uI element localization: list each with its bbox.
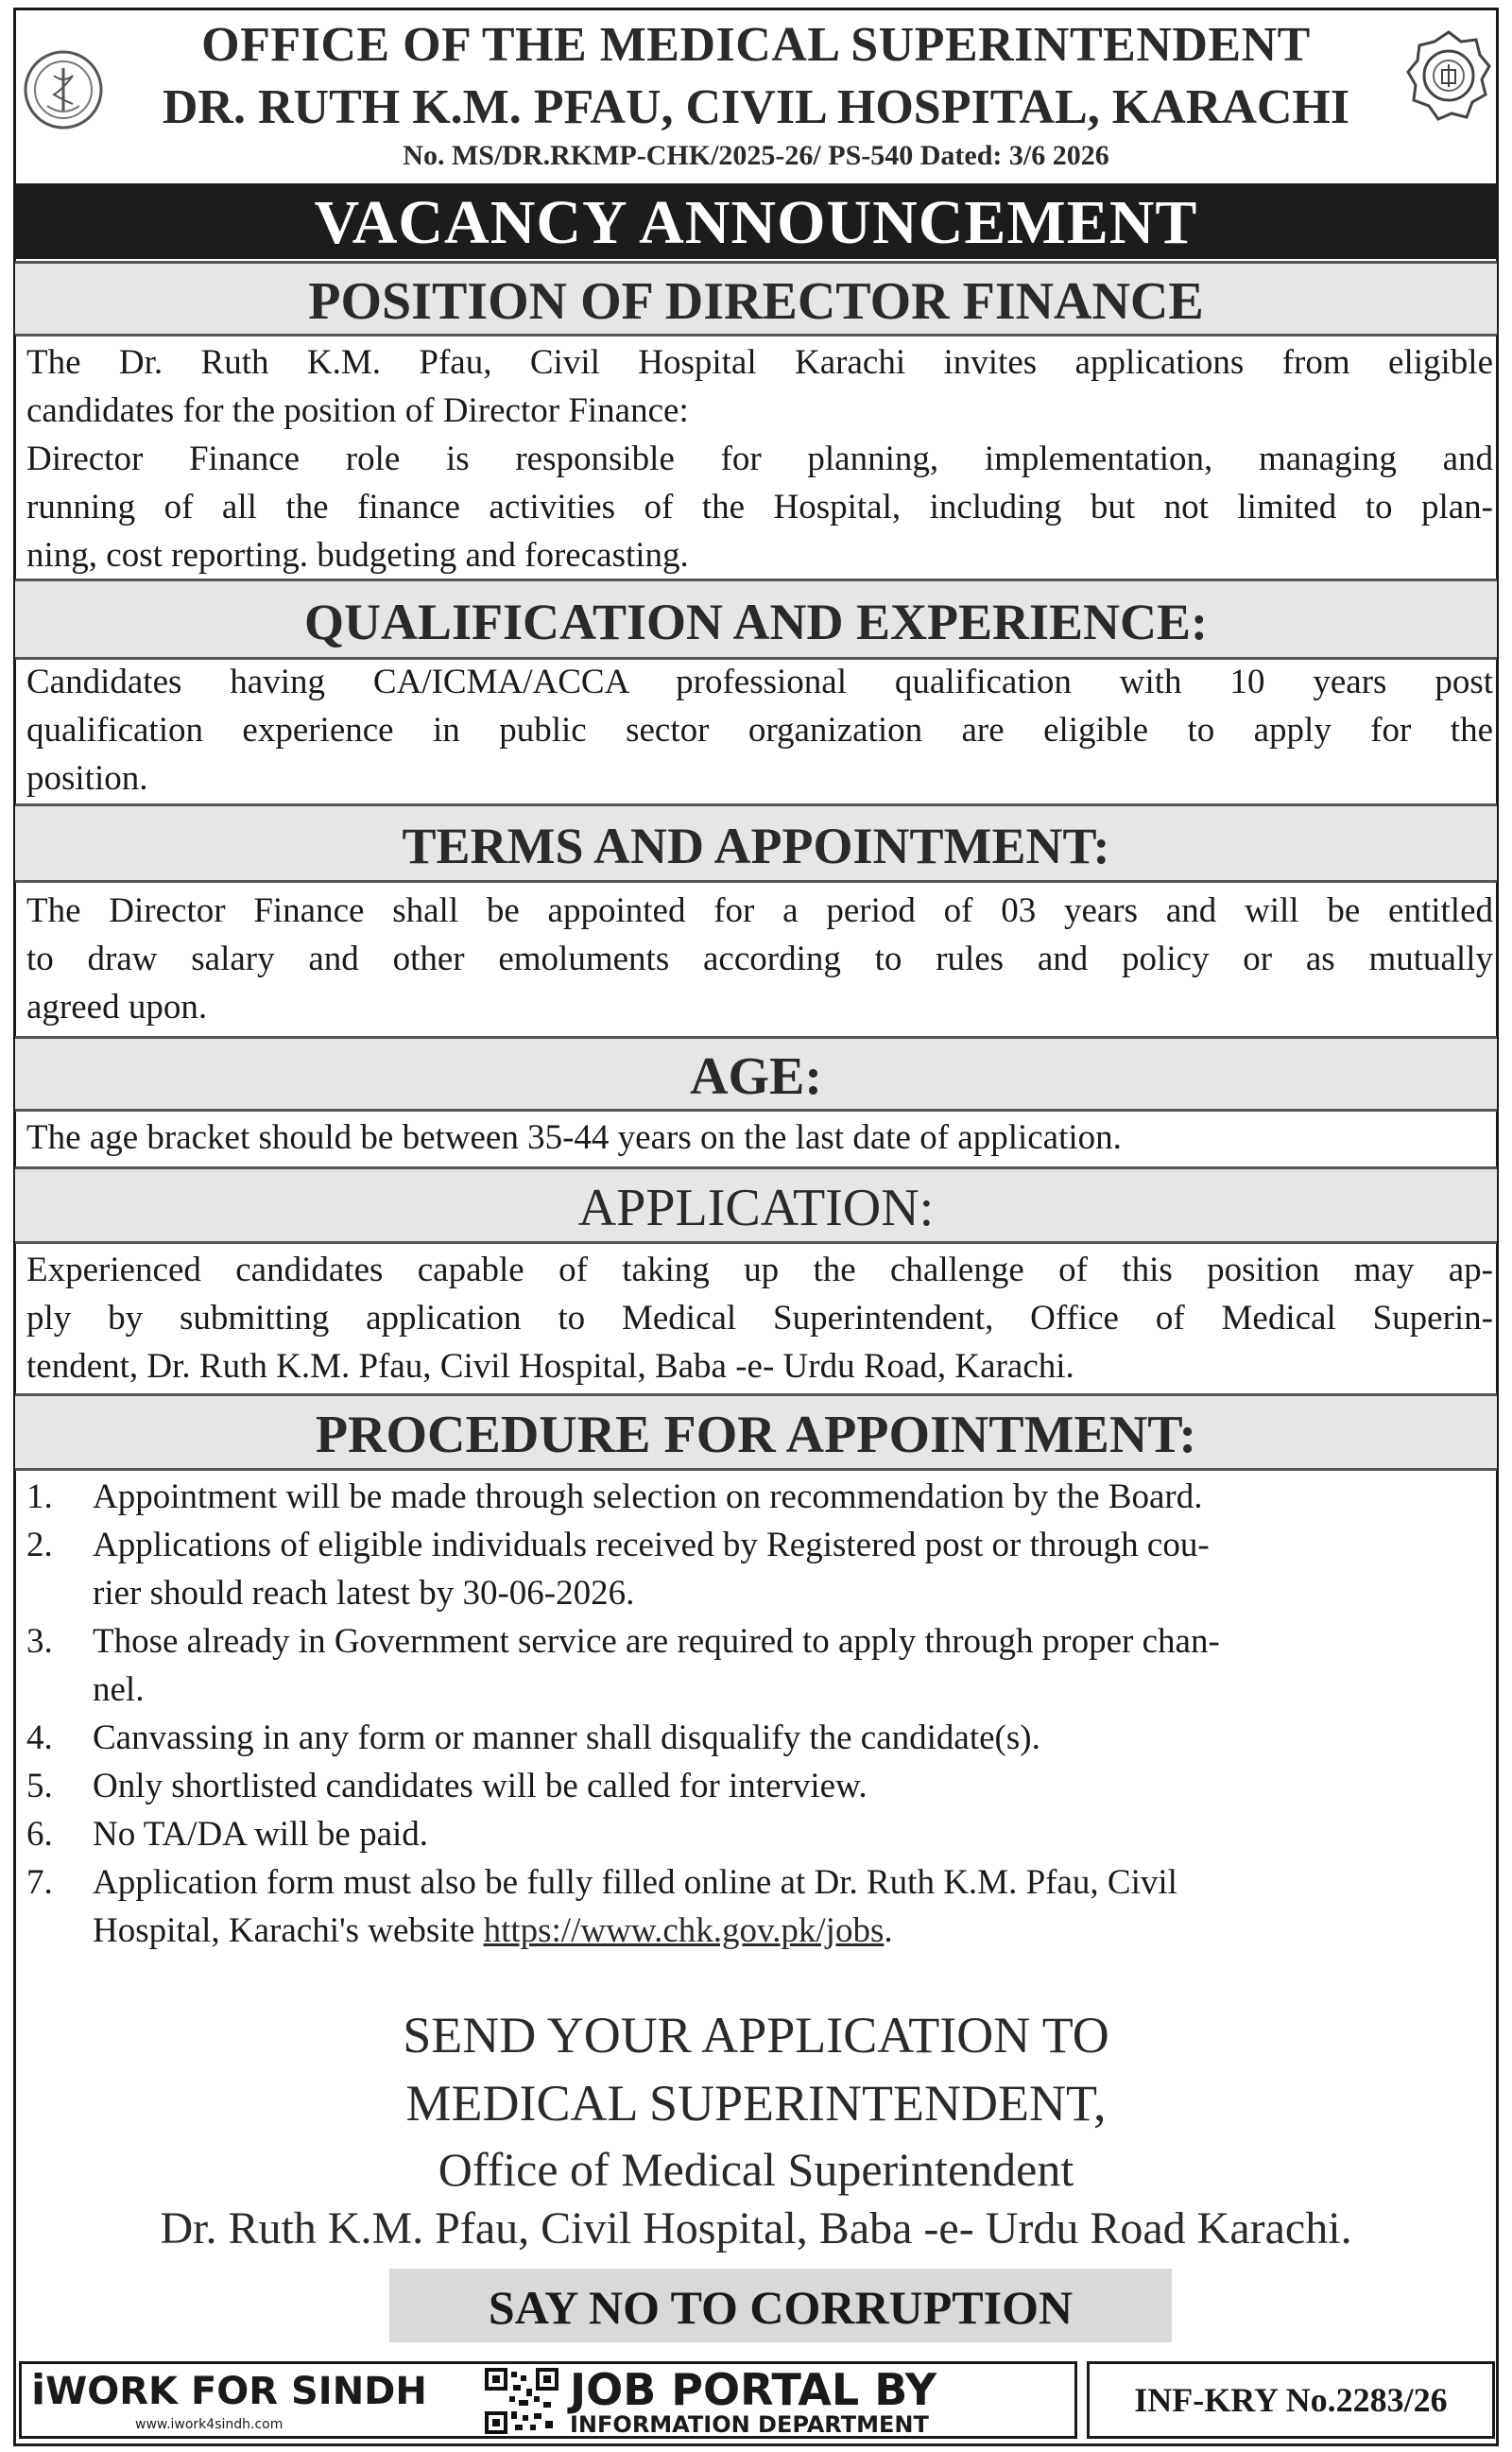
qualification-line: qualification experience in public sector organization are eligible to apply for the (26, 711, 1493, 750)
position-line: Director Finance role is responsible for planning, implementation, managing and (26, 440, 1493, 478)
send-office-line: Office of Medical Superintendent (438, 2143, 1074, 2196)
age-paragraph (26, 1114, 1493, 1162)
terms-heading: TERMS AND APPOINTMENT: (15, 803, 1497, 883)
position-line: running of all the finance activities of the Hospital, including but not limited to plan- (26, 488, 1493, 527)
application-line: Experienced candidates capable of taking up the challenge of this position may ap- (26, 1251, 1493, 1289)
terms-line: to draw salary and other emoluments according to rules and policy or as mutually (26, 940, 1493, 978)
anti-corruption-slogan: SAY NO TO CORRUPTION (389, 2269, 1172, 2342)
item-number: 2. (26, 1526, 53, 1564)
inf-reference-number: INF-KRY No.2283/26 (1087, 2361, 1495, 2439)
age-line: The age bracket should be between 35-44 years on the last date of application. (26, 1118, 1122, 1157)
office-title: OFFICE OF THE MEDICAL SUPERINTENDENT (201, 18, 1311, 72)
item-text: No TA/DA will be paid. (93, 1815, 429, 1854)
item-number: 4. (26, 1718, 53, 1757)
position-heading: POSITION OF DIRECTOR FINANCE (15, 261, 1497, 337)
application-line: ply by submitting application to Medical Superintendent, Office of Medical Superin- (26, 1299, 1493, 1338)
list-item (26, 1473, 1472, 1521)
item-text: Those already in Government service are required to apply through proper chan- (93, 1622, 1220, 1661)
procedure-heading: PROCEDURE FOR APPOINTMENT: (15, 1393, 1497, 1471)
job-portal-label: JOB PORTAL BY (570, 2364, 937, 2415)
send-recipient-line: MEDICAL SUPERINTENDENT, (405, 2075, 1107, 2132)
qualification-paragraph (26, 658, 1493, 803)
item-text: Applications of eligible individuals received by Registered post or through cou- (93, 1526, 1210, 1564)
iwork-for-sindh-logo: iWORK FOR SINDH (31, 2366, 427, 2414)
position-line: The Dr. Ruth K.M. Pfau, Civil Hospital Karachi invites applications from eligible (26, 343, 1493, 382)
position-line: candidates for the position of Director Finance: (26, 391, 689, 430)
application-paragraph (26, 1246, 1493, 1390)
list-item (26, 1858, 1472, 1955)
item-text: Appointment will be made through selection on recommendation by the Board. (93, 1477, 1203, 1516)
item-number: 5. (26, 1767, 53, 1805)
terms-line: The Director Finance shall be appointed for a period of 03 years and will be entitled (26, 891, 1493, 930)
list-item (26, 1521, 1472, 1617)
hospital-emblem-icon (21, 47, 106, 132)
position-paragraph (26, 338, 1493, 579)
vacancy-announcement-banner: VACANCY ANNOUNCEMENT (13, 183, 1499, 259)
item-number: 7. (26, 1863, 53, 1902)
item-text: Only shortlisted candidates will be called for interview. (93, 1767, 868, 1805)
send-address-line: Dr. Ruth K.M. Pfau, Civil Hospital, Baba -e- Urdu Road Karachi. (160, 2203, 1352, 2253)
procedure-list (26, 1473, 1472, 1955)
list-item (26, 1762, 1472, 1810)
information-department-label: INFORMATION DEPARTMENT (570, 2411, 929, 2438)
send-application-line: SEND YOUR APPLICATION TO (403, 2007, 1109, 2063)
jobs-website-link[interactable]: https://www.chk.gov.pk/jobs (483, 1911, 885, 1950)
hospital-title: DR. RUTH K.M. PFAU, CIVIL HOSPITAL, KARACHI (162, 80, 1350, 134)
item-text: Canvassing in any form or manner shall disqualify the candidate(s). (93, 1718, 1040, 1757)
list-item (26, 1810, 1472, 1858)
list-item (26, 1617, 1472, 1714)
job-portal-footer (19, 2361, 1077, 2439)
item-text: rier should reach latest by 30-06-2026. (93, 1574, 635, 1613)
qr-code-icon (485, 2368, 558, 2434)
iwork-url: www.iwork4sindh.com (135, 2417, 284, 2432)
item-text-end: . (884, 1911, 893, 1950)
item-number: 3. (26, 1622, 53, 1661)
reference-number: No. MS/DR.RKMP-CHK/2025-26/ PS-540 Dated: 3/6 2026 (403, 140, 1109, 171)
qualification-line: Candidates having CA/ICMA/ACCA professional qualification with 10 years post (26, 663, 1493, 701)
item-number: 6. (26, 1815, 53, 1854)
position-line: ning, cost reporting. budgeting and forecasting. (26, 536, 689, 575)
qualification-heading: QUALIFICATION AND EXPERIENCE: (15, 578, 1497, 660)
age-heading: AGE: (15, 1036, 1497, 1112)
iwork-text: WORK FOR SINDH (45, 2370, 427, 2413)
application-heading: APPLICATION: (15, 1166, 1497, 1244)
terms-paragraph (26, 887, 1493, 1031)
item-text: nel. (93, 1670, 145, 1709)
application-line: tendent, Dr. Ruth K.M. Pfau, Civil Hospital, Baba -e- Urdu Road, Karachi. (26, 1347, 1074, 1386)
terms-line: agreed upon. (26, 988, 208, 1027)
item-number: 1. (26, 1477, 53, 1516)
item-text: Application form must also be fully filled online at Dr. Ruth K.M. Pfau, Civil (93, 1863, 1177, 1902)
government-of-sindh-seal-icon (1406, 28, 1491, 123)
qualification-line: position. (26, 759, 148, 798)
item-text: Hospital, Karachi's website (93, 1911, 484, 1950)
list-item (26, 1714, 1472, 1762)
